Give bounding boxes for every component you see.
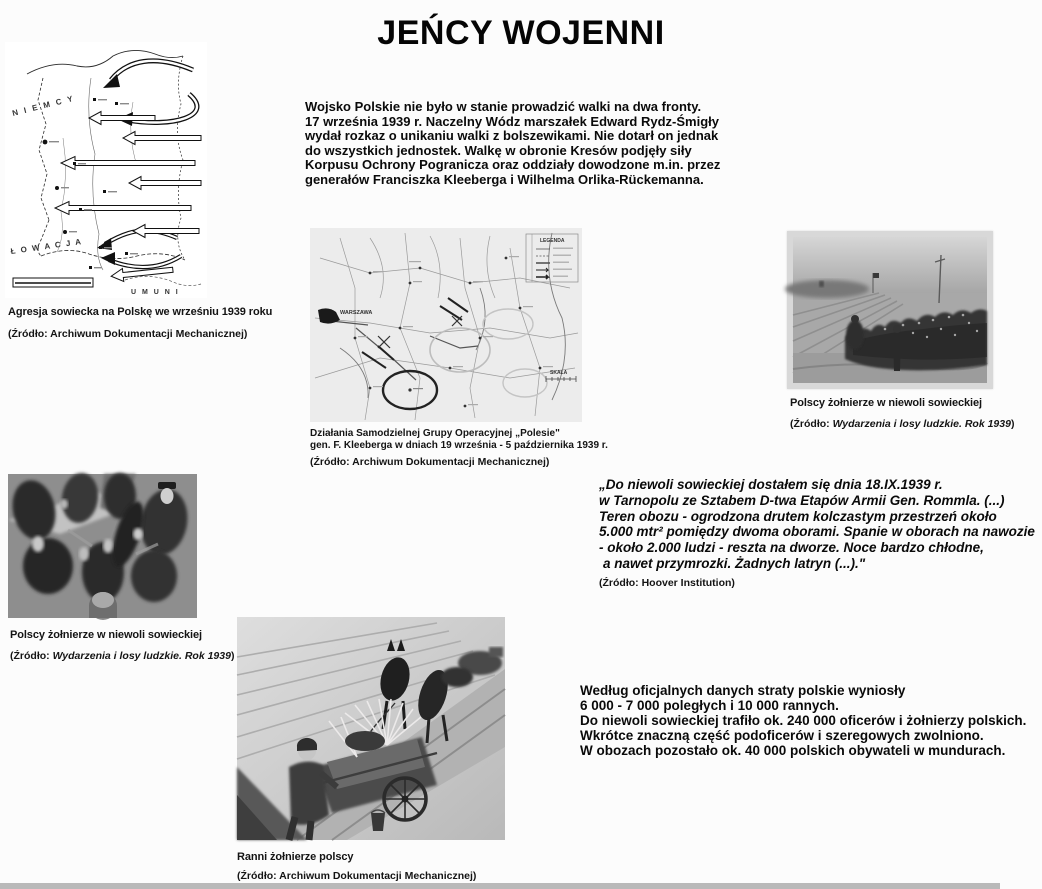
photo-prisoners-group-image (8, 474, 197, 618)
photo-wounded-cart-image (237, 617, 505, 840)
map-label-warszawa: WARSZAWA (340, 310, 373, 316)
quote-line: „Do niewoli sowieckiej dostałem się dnia 18.IX.1939 r. (599, 477, 943, 492)
intro-line: generałów Franciszka Kleeberga i Wilhelma Orlika-Rückemanna. (305, 171, 704, 187)
quote-source: (Źródło: Hoover Institution) (599, 577, 735, 589)
source-name: Wydarzenia i losy ludzkie. Rok 1939 (832, 418, 1011, 430)
map-polesie-drawing (310, 228, 582, 422)
stats-paragraph (580, 683, 1026, 758)
map-polesie-caption (310, 428, 608, 452)
stats-line: W obozach pozostało ok. 40 000 polskich obywateli w mundurach. (580, 743, 1006, 758)
stats-line: Według oficjalnych danych straty polskie wyniosły (580, 683, 906, 698)
page-title: JEŃCY WOJENNI (377, 14, 665, 52)
intro-line: do wszystkich jednostek. Walkę w obronie Kresów podjęły siły (305, 142, 692, 158)
intro-line: wydał rozkaz o unikaniu walki z bolszewikami. Nie dotarł on jednak (305, 128, 719, 144)
photo-prisoners-group (8, 474, 197, 618)
quote-block (599, 477, 1035, 572)
scan-edge-strip (0, 883, 1000, 889)
intro-line: Wojsko Polskie nie było w stanie prowadzić walki na dwa fronty. (305, 99, 702, 114)
map-label-rumunia: U M U N I (131, 289, 180, 296)
source-suffix: ) (1010, 418, 1015, 430)
stats-line: 6 000 - 7 000 poległych i 10 000 rannych. (580, 698, 839, 713)
intro-paragraph (305, 100, 720, 188)
photo-group-caption: Polscy żołnierze w niewoli sowieckiej (10, 629, 202, 641)
map-soviet-aggression-drawing (5, 42, 207, 298)
map-polesie-caption-line2: gen. F. Kleeberga w dniach 19 września - 5 października 1939 r. (310, 440, 608, 451)
map-label-niemcy: N I E M C Y (11, 93, 76, 118)
source-prefix: (Źródło: (10, 650, 53, 662)
quote-line: a nawet przymrozki. Żadnych latryn (...)." (603, 555, 866, 571)
photo-wounded-cart (237, 617, 505, 840)
photo-column-caption: Polscy żołnierze w niewoli sowieckiej (790, 397, 982, 409)
map-polesie-source: (Źródło: Archiwum Dokumentacji Mechanicznej) (310, 456, 550, 468)
photo-prisoners-column-image (793, 237, 987, 383)
quote-line: 5.000 mtr² pomiędzy dwoma oborami. Spanie w oborach na nawozie (599, 524, 1035, 540)
photo-column-source (790, 418, 1014, 430)
source-name: Wydarzenia i losy ludzkie. Rok 1939 (52, 650, 231, 662)
source-suffix: ) (230, 650, 235, 662)
map-polesie-operations (310, 228, 582, 422)
map-label-slowacja: Ł O W A C J A (10, 236, 83, 256)
quote-line: Teren obozu - ogrodzona drutem kolczastym przestrzeń około (599, 508, 997, 524)
map-label-skala: SKALA (550, 370, 568, 376)
intro-line: Korpusu Ochrony Pogranicza oraz oddziały dowodzone m.in. przez (305, 157, 721, 173)
quote-line: w Tarnopolu ze Sztabem D-twa Etapów Armii Gen. Rommla. (...) (599, 492, 1005, 508)
map-polesie-caption-line1: Działania Samodzielnej Grupy Operacyjnej „Polesie" (310, 428, 560, 439)
source-prefix: (Źródło: (790, 418, 833, 430)
intro-line: 17 września 1939 r. Naczelny Wódz marszałek Edward Rydz-Śmigły (305, 113, 720, 129)
photo-group-source (10, 650, 234, 662)
map-soviet-aggression (5, 42, 207, 298)
photo-cart-caption: Ranni żołnierze polscy (237, 851, 354, 863)
photo-cart-source: (Źródło: Archiwum Dokumentacji Mechanicznej) (237, 870, 477, 882)
map-aggression-source: (Źródło: Archiwum Dokumentacji Mechanicznej) (8, 328, 248, 340)
stats-line: Do niewoli sowieckiej trafiło ok. 240 000 oficerów i żołnierzy polskich. (580, 713, 1027, 728)
map-label-legenda: LEGENDA (540, 238, 565, 244)
stats-line: Wkrótce znaczną część podoficerów i szeregowych zwolniono. (580, 728, 984, 743)
map-aggression-caption: Agresja sowiecka na Polskę we wrześniu 1939 roku (8, 306, 273, 318)
photo-prisoners-column (787, 231, 993, 389)
quote-line: - około 2.000 ludzi - reszta na dworze. Noce bardzo chłodne, (599, 540, 984, 556)
